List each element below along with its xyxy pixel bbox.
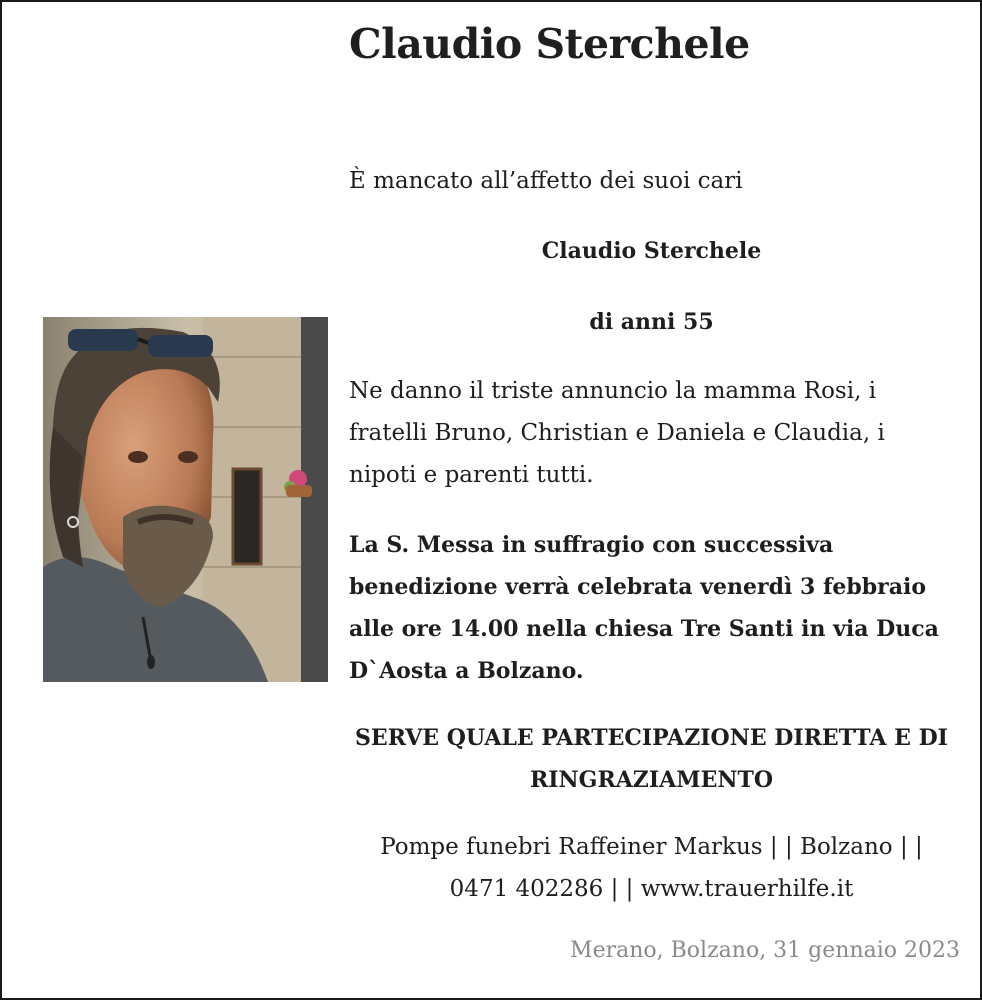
funeral-home-line: 0471 402286 | | www.trauerhilfe.it [449, 876, 854, 902]
deceased-name: Claudio Sterchele [541, 238, 762, 264]
mass-line: alle ore 14.00 nella chiesa Tre Santi in via Duca [349, 616, 939, 642]
family-line: fratelli Bruno, Christian e Daniela e Claudia, i [349, 420, 885, 446]
family-announcement [349, 370, 939, 496]
family-line: nipoti e parenti tutti. [349, 462, 594, 488]
page-title: Claudio Sterchele [349, 20, 750, 68]
mass-line: D`Aosta a Bolzano. [349, 658, 584, 684]
portrait-photo [43, 317, 328, 682]
mass-line: La S. Messa in suffragio con successiva [349, 532, 834, 558]
funeral-home-info [349, 826, 954, 910]
serve-line: SERVE QUALE PARTECIPAZIONE DIRETTA E DI [355, 725, 948, 751]
deceased-age: di anni 55 [589, 309, 714, 335]
family-line: Ne danno il triste annuncio la mamma Rosi, i [349, 378, 877, 404]
serve-line: RINGRAZIAMENTO [529, 767, 773, 793]
funeral-home-line: Pompe funebri Raffeiner Markus | | Bolzano | | [380, 834, 923, 860]
place-date-footer: Merano, Bolzano, 31 gennaio 2023 [570, 938, 960, 963]
lead-text: È mancato all’affetto dei suoi cari [349, 168, 743, 194]
mass-details [349, 524, 954, 692]
portrait-photo-icon [43, 317, 328, 682]
mass-line: benedizione verrà celebrata venerdì 3 febbraio [349, 574, 927, 600]
serve-notice [349, 717, 954, 801]
